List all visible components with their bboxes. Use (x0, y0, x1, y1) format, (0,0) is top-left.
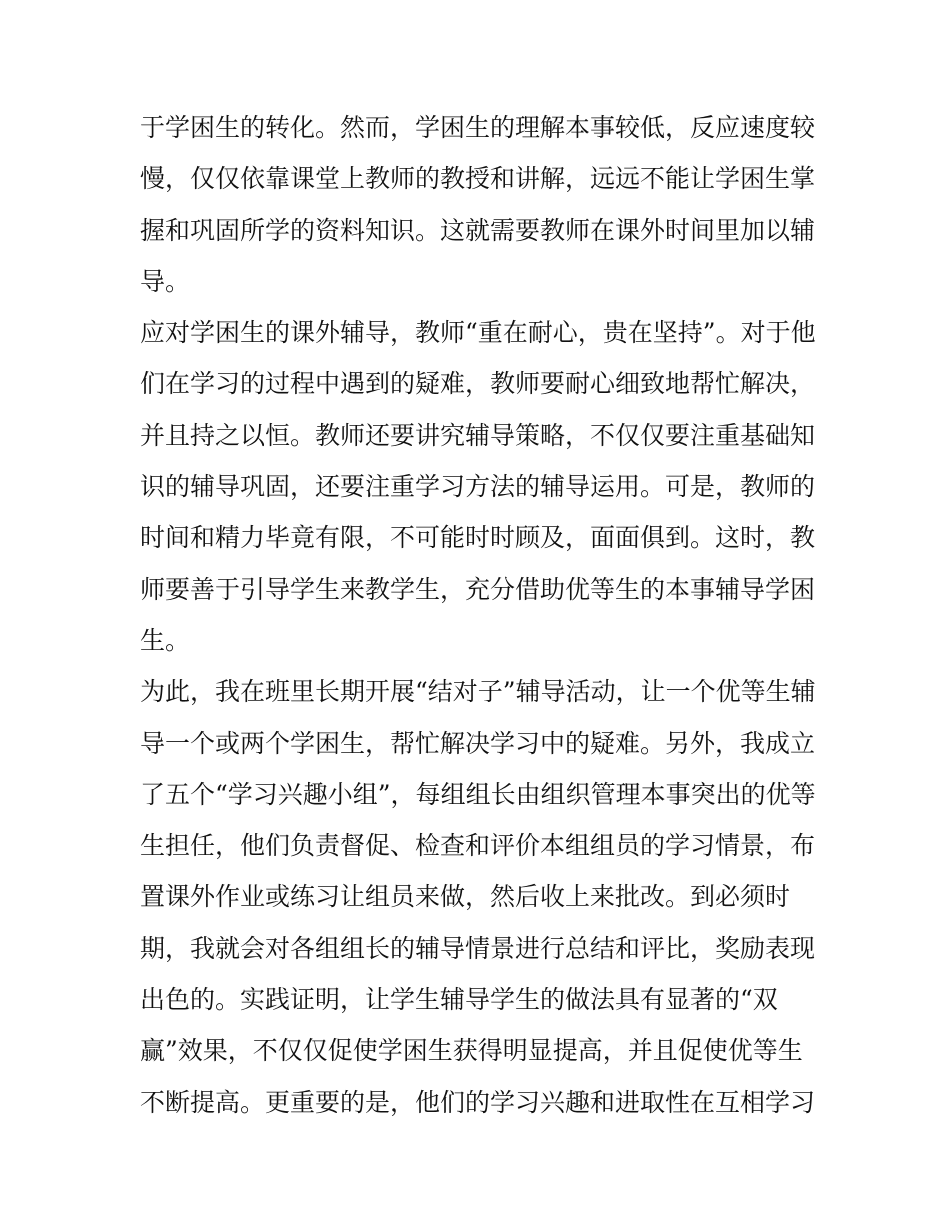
text-line: 导一个或两个学困生，帮忙解决学习中的疑难。另外，我成立 (140, 728, 816, 758)
text-line: 识的辅导巩固，还要注重学习方法的辅导运用。可是，教师的 (140, 472, 816, 502)
text-line: 于学困生的转化。然而，学困生的理解本事较低，反应速度较 (140, 113, 816, 142)
text-line: 慢，仅仅依靠课堂上教师的教授和讲解，远远不能让学困生掌 (140, 164, 816, 194)
text-line: 生。 (140, 625, 191, 655)
text-line: 们在学习的过程中遇到的疑难，教师要耐心细致地帮忙解决， (140, 369, 816, 399)
text-line: 并且持之以恒。教师还要讲究辅导策略，不仅仅要注重基础知 (140, 420, 816, 450)
text-line: 了五个“学习兴趣小组”，每组组长由组织管理本事突出的优等 (140, 779, 816, 809)
text-line: 师要善于引导学生来教学生，充分借助优等生的本事辅导学困 (140, 574, 816, 604)
text-line: 时间和精力毕竟有限，不可能时时顾及，面面俱到。这时，教 (140, 523, 816, 553)
text-line: 握和巩固所学的资料知识。这就需要教师在课外时间里加以辅 (140, 215, 816, 245)
text-line: 导。 (140, 266, 191, 296)
text-line: 不断提高。更重要的是，他们的学习兴趣和进取性在互相学习 (140, 1087, 816, 1117)
text-line: 生担任，他们负责督促、检查和评价本组组员的学习情景，布 (140, 831, 816, 861)
text-line: 置课外作业或练习让组员来做，然后收上来批改。到必须时 (140, 882, 791, 912)
text-line: 出色的。实践证明，让学生辅导学生的做法具有显著的“双 (140, 985, 778, 1015)
text-line: 为此，我在班里长期开展“结对子”辅导活动，让一个优等生辅 (140, 677, 816, 707)
text-line: 赢”效果，不仅仅促使学困生获得明显提高，并且促使优等生 (140, 1036, 803, 1066)
text-line: 期，我就会对各组组长的辅导情景进行总结和评比，奖励表现 (140, 933, 816, 963)
text-line: 应对学困生的课外辅导，教师“重在耐心，贵在坚持”。对于他 (140, 318, 816, 348)
body-text (140, 102, 820, 1128)
